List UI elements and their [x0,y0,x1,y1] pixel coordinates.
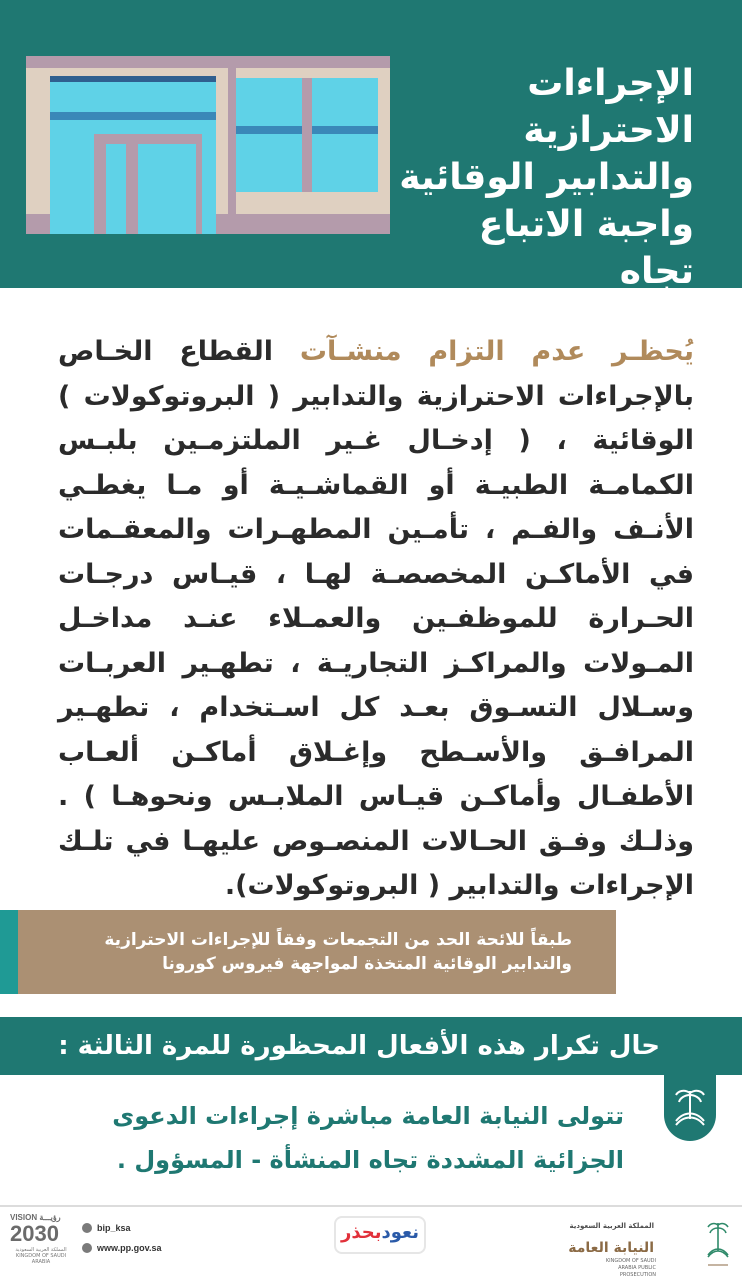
repeat-banner [0,1017,742,1075]
vision-year: 2030 [10,1221,59,1246]
regulation-text [52,928,572,976]
npp-english: KINGDOM OF SAUDI ARABIA PUBLIC PROSECUTION [605,1258,656,1278]
website-url: www.pp.gov.sa [97,1243,162,1253]
paragraph-text: القطاع الخـاص بالإجراءات الاحترازية والتدابير ( البروتوكولات ) الوقائية ، ( إدخـال غـير الملتزمـين بلبـس الكمامـة الطبيـة أو القماشـيـة أو مـا يغطـي الأنـف والفـم ، تأمـين المطهـرات والمعقـمات في الأماكـن المخصصـة لهـا ، قيـاس درجـات الحـرارة للموظفـين والعمـلاء عنـد مداخـل المـولات والمراكـز التجاريـة ، تطهـير العربـات وسـلال التسـوق بعـد كل اسـتخدام ، تطهـير المرافـق والأسـطح وإغـلاق أماكـن ألعـاب الأطفـال وأماكـن قيـاس الملابـس ونحوهـا ) . وذلـك وفـق الحـالات المنصـوص عليهـا في تلـك الإجراءات والتدابير ( البروتوكولات). [58,336,694,901]
twitter-icon [82,1223,92,1233]
palm-swords-emblem-icon [664,1075,716,1141]
regulation-line: طبقاً للائحة الحد من التجمعات وفقاً للإجراءات الاحترازية [104,930,572,950]
title-line: واجبة الاتباع تجاه [478,204,694,292]
title-line: منشآت القطاع الخاص [403,299,694,330]
header-banner [0,0,742,330]
npp-kingdom-label: المملكة العربية السعودية [569,1222,654,1230]
campaign-accent: بحذر [341,1222,382,1243]
vision-subtitle: المملكة العربية السعودية KINGDOM OF SAUDI ARABIA [15,1247,67,1265]
regulation-line: والتدابير الوقائية المتخذة لمواجهة فيروس كورونا [162,954,572,974]
footer-divider [0,1205,742,1207]
website-link[interactable] [82,1239,182,1257]
title-line: والتدابير الوقائية [399,157,694,198]
storefront-illustration [26,56,390,234]
campaign-logo [334,1216,426,1254]
statement-line: تتولى النيابة العامة مباشرة إجراءات الدعوى [112,1102,624,1130]
paragraph-highlight: يُحظـر عدم التزام منشـآت [299,336,694,367]
prosecution-statement [84,1094,624,1182]
twitter-link[interactable] [82,1219,182,1237]
main-paragraph [58,330,694,909]
title-line: الإجراءات الاحترازية [523,63,694,151]
social-links [82,1219,182,1259]
header-title [394,60,694,335]
npp-name: النيابة العامة [568,1240,654,1256]
statement-line: الجزائية المشددة تجاه المنشأة - المسؤول . [116,1146,624,1174]
campaign-main: نعود [381,1222,419,1243]
vision-label: VISION رؤيـــة [10,1213,61,1222]
regulation-box [18,910,616,994]
vision-2030-logo [10,1213,72,1265]
regulation-accent-bar [0,910,18,994]
repeat-banner-text: حال تكرار هذه الأفعال المحظورة للمرة الثالثة : [58,1031,660,1061]
campaign-logo-text [336,1222,424,1243]
twitter-handle: bip_ksa [97,1223,131,1233]
globe-icon [82,1243,92,1253]
